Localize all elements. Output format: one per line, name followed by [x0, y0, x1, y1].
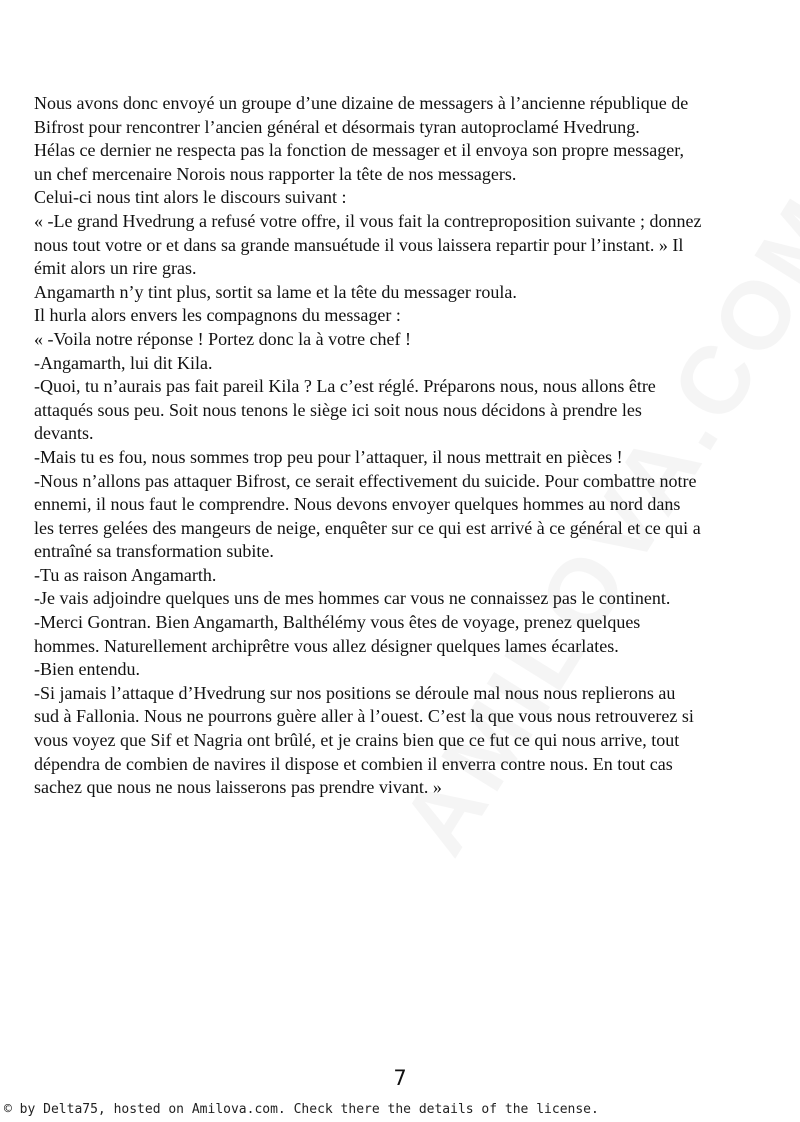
text-line: hommes. Naturellement archiprêtre vous allez désigner quelques lames écarlates. [34, 635, 619, 656]
text-line: Bifrost pour rencontrer l’ancien général et désormais tyran autoproclamé Hvedrung. [34, 116, 640, 137]
body-text [34, 92, 774, 800]
text-line: vous voyez que Sif et Nagria ont brûlé, et je crains bien que ce fut ce qui nous arrive, tout [34, 730, 680, 751]
text-line: ennemi, il nous faut le comprendre. Nous devons envoyer quelques hommes au nord dans [34, 494, 681, 515]
text-line: -Mais tu es fou, nous sommes trop peu pour l’attaquer, il nous mettrait en pièces ! [34, 446, 623, 467]
text-line: attaqués sous peu. Soit nous tenons le siège ici soit nous nous décidons à prendre les [34, 399, 642, 420]
text-line: sachez que nous ne nous laisserons pas prendre vivant. » [34, 777, 442, 798]
text-line: Nous avons donc envoyé un groupe d’une dizaine de messagers à l’ancienne république de [34, 93, 689, 113]
text-line: les terres gelées des mangeurs de neige, enquêter sur ce qui est arrivé à ce général et ce qui a [34, 517, 701, 538]
text-line: émit alors un rire gras. [34, 258, 197, 279]
page-number: 7 [393, 1066, 407, 1090]
text-line: dépendra de combien de navires il dispose et combien il enverra contre nous. En tout cas [34, 753, 673, 774]
text-line: -Bien entendu. [34, 659, 140, 680]
text-line: devants. [34, 423, 94, 444]
text-line: Celui-ci nous tint alors le discours suivant : [34, 187, 347, 208]
text-line: Il hurla alors envers les compagnons du messager : [34, 305, 401, 326]
text-line: « -Voila notre réponse ! Portez donc la à votre chef ! [34, 328, 412, 349]
text-line: un chef mercenaire Norois nous rapporter la tête de nos messagers. [34, 163, 517, 184]
text-line: -Quoi, tu n’aurais pas fait pareil Kila ? La c’est réglé. Préparons nous, nous allons être [34, 376, 656, 397]
text-line: sud à Fallonia. Nous ne pourrons guère aller à l’ouest. C’est la que vous nous retrouverez si [34, 706, 694, 727]
text-line: entraîné sa transformation subite. [34, 541, 274, 562]
text-line: -Tu as raison Angamarth. [34, 564, 217, 585]
text-line: -Nous n’allons pas attaquer Bifrost, ce serait effectivement du suicide. Pour combattre notre [34, 470, 697, 491]
text-line: nous tout votre or et dans sa grande mansuétude il vous laissera repartir pour l’instant. » Il [34, 234, 684, 255]
text-line: -Je vais adjoindre quelques uns de mes hommes car vous ne connaissez pas le continent. [34, 588, 671, 609]
text-line: Angamarth n’y tint plus, sortit sa lame et la tête du messager roula. [34, 281, 517, 302]
text-line: -Merci Gontran. Bien Angamarth, Balthélémy vous êtes de voyage, prenez quelques [34, 612, 641, 633]
text-line: Hélas ce dernier ne respecta pas la fonction de messager et il envoya son propre messager, [34, 140, 685, 161]
license-footer[interactable]: © by Delta75, hosted on Amilova.com. Check there the details of the license. [4, 1102, 599, 1117]
text-line: « -Le grand Hvedrung a refusé votre offre, il vous fait la contreproposition suivante ; donnez [34, 210, 702, 231]
text-line: -Si jamais l’attaque d’Hvedrung sur nos positions se déroule mal nous nous replierons au [34, 682, 676, 703]
text-line: -Angamarth, lui dit Kila. [34, 352, 213, 373]
